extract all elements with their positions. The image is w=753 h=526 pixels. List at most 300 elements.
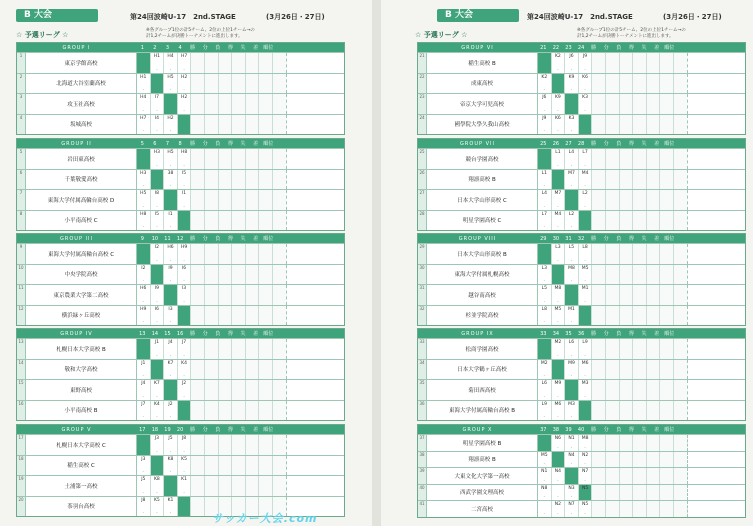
stat-cell: [259, 339, 273, 359]
self-match-cell: [137, 53, 151, 73]
team-row: [17, 189, 344, 210]
match-ref: [552, 452, 565, 453]
match-cell: [565, 211, 579, 231]
match-cell: [151, 339, 165, 359]
stat-cell: [273, 456, 287, 476]
group-column-header: 17: [139, 426, 146, 433]
stat-cell: [246, 476, 260, 496]
score-dash: -: [543, 107, 546, 113]
stat-cell: [660, 244, 674, 264]
match-ref: H4: [167, 54, 174, 59]
score-dash: -: [584, 461, 586, 466]
group-column-header: 勝: [591, 236, 597, 242]
stat-cell: [219, 306, 233, 326]
team-row: [418, 467, 745, 484]
stat-cell: [592, 53, 606, 73]
team-row: [17, 305, 344, 326]
score-dash: -: [142, 224, 145, 229]
stat-cell: [647, 190, 661, 210]
score-dash: -: [169, 469, 172, 474]
stat-cell: [660, 149, 674, 169]
stat-cell: [660, 115, 674, 135]
group-column-header: 21: [540, 44, 547, 51]
match-ref: I5: [154, 211, 159, 217]
stat-cell: [674, 468, 688, 484]
match-ref: L9: [582, 340, 588, 345]
match-ref: L1: [555, 150, 561, 155]
match-ref: I8: [154, 191, 159, 196]
match-cell: [151, 401, 165, 421]
group-header: [17, 43, 344, 52]
stat-cell: [633, 170, 647, 190]
group-column-header: 差: [253, 45, 259, 51]
stat-cell: [592, 74, 606, 94]
self-match-cell: [552, 265, 566, 285]
self-match-cell: [552, 452, 566, 468]
stat-cell: [674, 211, 688, 231]
group-column-header: 得: [628, 427, 634, 433]
match-ref: [565, 468, 578, 469]
match-ref: [538, 339, 551, 340]
team-number: 9: [17, 244, 26, 264]
match-cell: [552, 306, 566, 326]
stat-cell: [674, 435, 688, 451]
team-number: 26: [418, 170, 427, 190]
match-cell: [151, 306, 165, 326]
group-column-header: 勝: [190, 141, 196, 147]
team-row: [17, 359, 344, 380]
self-match-cell: [579, 115, 593, 135]
match-ref: H9: [180, 245, 188, 250]
self-match-cell: [151, 170, 165, 190]
score-dash: -: [570, 224, 573, 229]
group-label: GROUP VII: [460, 140, 495, 147]
team-number: 29: [418, 244, 427, 264]
match-ref: I4: [154, 115, 159, 121]
stat-cell: [620, 53, 634, 73]
match-cell: [178, 244, 192, 264]
match-cell: [579, 53, 593, 73]
group-header: [17, 425, 344, 434]
group-column-header: 勝: [190, 236, 196, 242]
score-dash: -: [570, 494, 573, 499]
group-label: GROUP VI: [461, 44, 494, 51]
stat-cell: [592, 468, 606, 484]
score-dash: -: [570, 461, 573, 466]
stat-cell: [647, 149, 661, 169]
team-number: 36: [418, 401, 427, 421]
group-column-header: 失: [240, 141, 246, 147]
group-label: GROUP X: [462, 426, 493, 433]
match-cell: [137, 265, 151, 285]
team-name: 札幌日本大学高校 B: [26, 339, 137, 359]
score-dash: -: [543, 278, 546, 283]
group-column-header: 39: [565, 426, 572, 433]
score-dash: -: [156, 414, 158, 419]
stat-cell: [246, 190, 260, 210]
score-dash: -: [543, 393, 546, 399]
group-column-header: 順位: [263, 236, 274, 242]
team-row: [418, 93, 745, 114]
group-column-header: 差: [654, 141, 660, 147]
stat-cell: [259, 456, 273, 476]
team-name: 東海大学付属高輪台高校 D: [26, 190, 137, 210]
match-cell: [164, 339, 178, 359]
match-ref: [137, 435, 150, 436]
match-ref: H8: [180, 150, 188, 155]
team-row: [418, 210, 745, 231]
match-ref: H2: [180, 74, 188, 80]
stat-cell: [205, 476, 219, 496]
team-row: [418, 169, 745, 190]
match-cell: [579, 360, 593, 380]
team-row: [418, 52, 745, 73]
team-name: 東海大学付属高輪台高校 C: [26, 244, 137, 264]
match-ref: [151, 265, 164, 266]
stat-cell: [246, 115, 260, 135]
match-ref: [579, 306, 592, 307]
stat-cell: [606, 211, 620, 231]
score-dash: -: [570, 66, 573, 72]
stat-cell: [273, 94, 287, 114]
self-match-cell: [151, 360, 165, 380]
stat-cell: [647, 485, 661, 501]
match-cell: [137, 115, 151, 135]
group-column-header: 28: [577, 140, 585, 147]
match-cell: [552, 285, 566, 305]
group-header: [418, 425, 745, 434]
score-dash: -: [169, 448, 172, 454]
stat-cell: [191, 285, 205, 305]
score-dash: -: [543, 414, 546, 419]
match-cell: [137, 190, 151, 210]
team-number: 15: [17, 380, 26, 400]
team-name: 日本大学山形高校 B: [427, 244, 538, 264]
team-name: 小平南高校 B: [26, 401, 137, 421]
match-ref: N4: [554, 469, 561, 474]
match-cell: [137, 285, 151, 305]
stat-cell: [647, 285, 661, 305]
group-column-header: 5: [140, 140, 144, 147]
score-dash: -: [183, 183, 185, 188]
score-dash: -: [557, 444, 559, 450]
stat-cell: [232, 115, 246, 135]
match-ref: L3: [541, 265, 547, 271]
stat-cell: [620, 149, 634, 169]
stage-label: ☆ 予選リーグ ☆: [415, 31, 468, 39]
stat-cell: [660, 468, 674, 484]
stat-cell: [592, 265, 606, 285]
match-ref: I9: [154, 286, 159, 291]
group-column-header: 負: [215, 427, 221, 433]
group-column-header: 7: [165, 140, 170, 147]
team-row: [418, 73, 745, 94]
stat-cell: [647, 339, 661, 359]
match-cell: [151, 211, 165, 231]
self-match-cell: [137, 149, 151, 169]
match-ref: M5: [540, 452, 548, 458]
self-match-cell: [538, 435, 552, 451]
score-dash: -: [142, 278, 145, 283]
stat-cell: [219, 74, 233, 94]
group-column-header: 1: [140, 44, 144, 51]
stat-cell: [674, 380, 688, 400]
match-ref: K9: [554, 95, 561, 100]
score-dash: -: [142, 414, 145, 419]
team-name: 坂城高校: [26, 115, 137, 135]
team-name: 二宮高校: [427, 501, 538, 517]
tournament-badge: B 大会: [16, 9, 98, 22]
stat-cell: [205, 211, 219, 231]
score-dash: -: [183, 469, 185, 474]
stat-cell: [592, 211, 606, 231]
stat-cell: [674, 244, 688, 264]
score-dash: -: [169, 319, 172, 324]
score-dash: -: [584, 352, 586, 358]
group-column-header: 負: [215, 331, 221, 337]
stat-cell: [191, 53, 205, 73]
group-label: GROUP VIII: [458, 235, 497, 242]
stat-cell: [647, 170, 661, 190]
stat-cell: [592, 149, 606, 169]
stat-cell: [647, 53, 661, 73]
match-cell: [579, 380, 593, 400]
stat-cell: [205, 115, 219, 135]
match-ref: M3: [581, 381, 589, 386]
match-ref: M9: [554, 381, 562, 386]
stat-cell: [191, 244, 205, 264]
stat-cell: [259, 53, 273, 73]
group-header: [418, 234, 745, 243]
group-table: [16, 42, 345, 135]
match-cell: [137, 476, 151, 496]
match-cell: [164, 211, 178, 231]
match-ref: [151, 360, 164, 361]
score-dash: -: [156, 510, 158, 515]
match-cell: [151, 190, 165, 210]
self-match-cell: [164, 94, 178, 114]
group-column-header: 35: [565, 330, 572, 337]
stat-cell: [606, 501, 620, 517]
match-ref: J7: [181, 340, 187, 345]
score-dash: -: [156, 298, 158, 304]
match-cell: [178, 380, 192, 400]
team-row: [17, 434, 344, 455]
stat-cell: [633, 53, 647, 73]
team-number: 14: [17, 360, 26, 380]
score-dash: -: [570, 162, 573, 168]
team-row: [418, 189, 745, 210]
team-name: 西武学園文理高校: [427, 485, 538, 501]
match-cell: [565, 339, 579, 359]
score-dash: -: [570, 319, 573, 324]
stat-cell: [232, 435, 246, 455]
match-ref: M6: [554, 401, 562, 407]
self-match-cell: [552, 74, 566, 94]
stat-cell: [191, 456, 205, 476]
group-column-header: 勝: [591, 141, 597, 147]
team-row: [17, 455, 344, 476]
score-dash: -: [156, 107, 158, 113]
stat-cell: [660, 452, 674, 468]
match-cell: [137, 456, 151, 476]
group-column-header: 順位: [263, 331, 274, 337]
team-number: 12: [17, 306, 26, 326]
match-ref: [178, 497, 191, 498]
match-cell: [178, 190, 192, 210]
match-cell: [538, 501, 552, 517]
stat-cell: [259, 360, 273, 380]
stat-cell: [592, 339, 606, 359]
score-dash: -: [543, 224, 546, 229]
match-ref: I6: [181, 265, 187, 271]
team-row: [418, 400, 745, 421]
match-ref: [151, 456, 164, 457]
match-ref: [552, 360, 565, 361]
stat-cell: [273, 74, 287, 94]
score-dash: -: [584, 298, 586, 304]
stat-cell: [259, 94, 273, 114]
stat-cell: [660, 435, 674, 451]
stat-cell: [647, 265, 661, 285]
group-column-header: 36: [577, 330, 585, 337]
match-ref: M8: [581, 436, 589, 441]
stat-cell: [191, 360, 205, 380]
score-dash: -: [557, 352, 559, 358]
self-match-cell: [178, 497, 192, 517]
score-dash: -: [557, 477, 559, 483]
group-column-header: 13: [139, 330, 146, 337]
score-dash: -: [557, 162, 559, 168]
score-dash: -: [543, 87, 546, 92]
match-ref: M2: [554, 340, 562, 345]
stat-cell: [219, 149, 233, 169]
stat-cell: [660, 265, 674, 285]
stat-cell: [205, 94, 219, 114]
match-ref: H1: [153, 54, 161, 59]
stat-cell: [232, 149, 246, 169]
match-ref: L7: [582, 150, 588, 155]
stat-cell: [259, 190, 273, 210]
group-column-header: 23: [565, 44, 572, 51]
match-ref: H6: [167, 245, 174, 250]
match-ref: L6: [541, 381, 547, 386]
stat-cell: [232, 306, 246, 326]
self-match-cell: [579, 485, 593, 501]
stat-cell: [232, 170, 246, 190]
score-dash: -: [557, 128, 559, 133]
group-column-header: 得: [227, 427, 233, 433]
stat-cell: [232, 476, 246, 496]
note-line: ※各グループ1位の計5チーム、2位の上位1チーム→の: [146, 28, 255, 33]
match-cell: [178, 149, 192, 169]
match-cell: [178, 74, 192, 94]
note-line: 計1,2チームが決勝トーナメントに進出します。: [146, 34, 243, 39]
match-ref: I6: [154, 306, 159, 312]
self-match-cell: [137, 435, 151, 455]
stat-cell: [606, 149, 620, 169]
stat-cell: [620, 211, 634, 231]
group-column-header: 差: [253, 427, 259, 433]
match-ref: [178, 306, 191, 307]
team-row: [17, 400, 344, 421]
team-row: [418, 451, 745, 468]
stat-cell: [606, 115, 620, 135]
header-badge: [437, 9, 519, 22]
score-dash: -: [142, 489, 145, 495]
notes: [146, 28, 266, 40]
group-label: GROUP I: [62, 44, 91, 51]
team-number: 41: [418, 501, 427, 517]
match-cell: [151, 497, 165, 517]
stat-cell: [606, 452, 620, 468]
match-cell: [164, 53, 178, 73]
match-ref: L4: [568, 150, 575, 155]
stat-cell: [205, 456, 219, 476]
match-ref: H5: [167, 150, 174, 155]
group-column-header: 37: [540, 426, 547, 433]
match-ref: M7: [554, 191, 562, 196]
stat-cell: [246, 74, 260, 94]
team-number: 28: [418, 211, 427, 231]
match-ref: K8: [153, 477, 160, 482]
score-dash: -: [142, 203, 145, 209]
group-column-header: 分: [202, 45, 208, 51]
stat-cell: [232, 456, 246, 476]
stat-cell: [259, 476, 273, 496]
match-ref: I7: [154, 95, 159, 100]
score-dash: -: [156, 224, 158, 229]
match-cell: [164, 435, 178, 455]
match-ref: [164, 190, 177, 191]
stat-cell: [191, 401, 205, 421]
self-match-cell: [151, 74, 165, 94]
team-number: 20: [17, 497, 26, 517]
score-dash: -: [169, 278, 172, 283]
stat-cell: [246, 456, 260, 476]
stat-cell: [620, 306, 634, 326]
match-ref: [579, 401, 592, 402]
note-line: ※各グループ1位の計5チーム、2位の上位1チーム→の: [577, 28, 686, 33]
stat-cell: [592, 380, 606, 400]
match-ref: [178, 211, 191, 212]
group-column-header: 差: [654, 236, 660, 242]
stat-cell: [205, 285, 219, 305]
group-column-header: 38: [552, 426, 560, 433]
score-dash: -: [584, 162, 586, 168]
stat-cell: [647, 74, 661, 94]
group-column-header: 負: [215, 141, 221, 147]
team-row: [17, 475, 344, 496]
match-ref: L1: [541, 170, 547, 176]
stat-cell: [606, 265, 620, 285]
team-name: 敬和大学高校: [26, 360, 137, 380]
group-column-header: 差: [253, 331, 259, 337]
group-column-header: 失: [641, 45, 647, 51]
group-table: [16, 138, 345, 231]
score-dash: -: [142, 319, 145, 324]
team-row: [418, 359, 745, 380]
stat-cell: [191, 74, 205, 94]
team-number: 39: [418, 468, 427, 484]
score-dash: -: [570, 278, 573, 283]
match-cell: [164, 115, 178, 135]
match-cell: [164, 306, 178, 326]
page-dates: (3月26日・27日): [266, 13, 325, 21]
stat-cell: [205, 74, 219, 94]
team-name: 稲生高校 B: [427, 53, 538, 73]
group-column-header: 22: [552, 44, 560, 51]
